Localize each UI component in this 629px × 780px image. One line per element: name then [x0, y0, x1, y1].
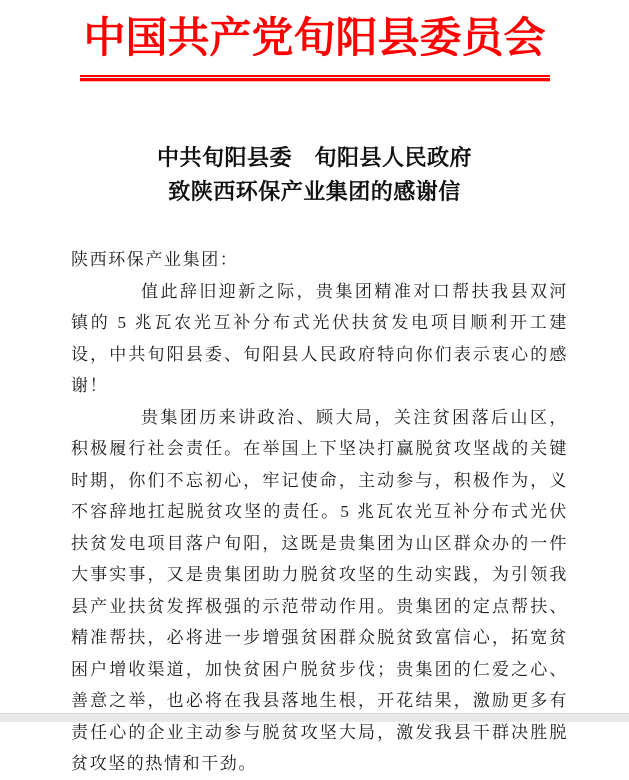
document-title-line2: 致陕西环保产业集团的感谢信	[168, 179, 461, 204]
letterhead-org-name: 中国共产党旬阳县委员会	[83, 16, 546, 62]
page-bottom-edge	[0, 713, 629, 722]
letter-paragraph-1: 值此辞旧迎新之际，贵集团精准对口帮扶我县双河镇的 5 兆瓦农光互补分布式光伏扶贫发电项目顺利开工建设，中共旬阳县委、旬阳县人民政府特向你们表示衷心的感谢！	[71, 281, 568, 395]
letter-paragraph-2: 贵集团历来讲政治、顾大局，关注贫困落后山区，积极履行社会责任。在举国上下坚决打赢脱贫攻坚战的关键时期，你们不忘初心，牢记使命，主动参与，积极作为，义不容辞地扛起脱贫攻坚的责任。5 兆瓦农光互补分布式光伏扶贫发电项目落户旬阳，这既是贵集团为山区群众办的一件大事实事，又是贵集团助力脱贫攻坚的生动实践，为引领我县产业扶贫发挥极强的示范带动作用。贵集团的定点帮扶、精准帮扶，必将进一步增强贫困群众脱贫致富信心，拓宽贫困户增收渠道，加快贫困户脱贫步伐；贵集团的仁爱之心、善意之举，也必将在我县落地生根，开花结果，激励更多有责任心的企业主动参与脱贫攻坚大局，激发我县干群决胜脱贫攻坚的热情和干劲。	[71, 407, 568, 773]
letterhead	[0, 0, 629, 82]
letter-body	[71, 244, 568, 780]
document-title-line1: 中共旬阳县委 旬阳县人民政府	[156, 145, 472, 170]
document-title	[0, 141, 629, 209]
divider-rule-thick	[80, 78, 550, 82]
salutation: 陕西环保产业集团：	[71, 250, 239, 269]
letterhead-divider	[80, 75, 550, 82]
